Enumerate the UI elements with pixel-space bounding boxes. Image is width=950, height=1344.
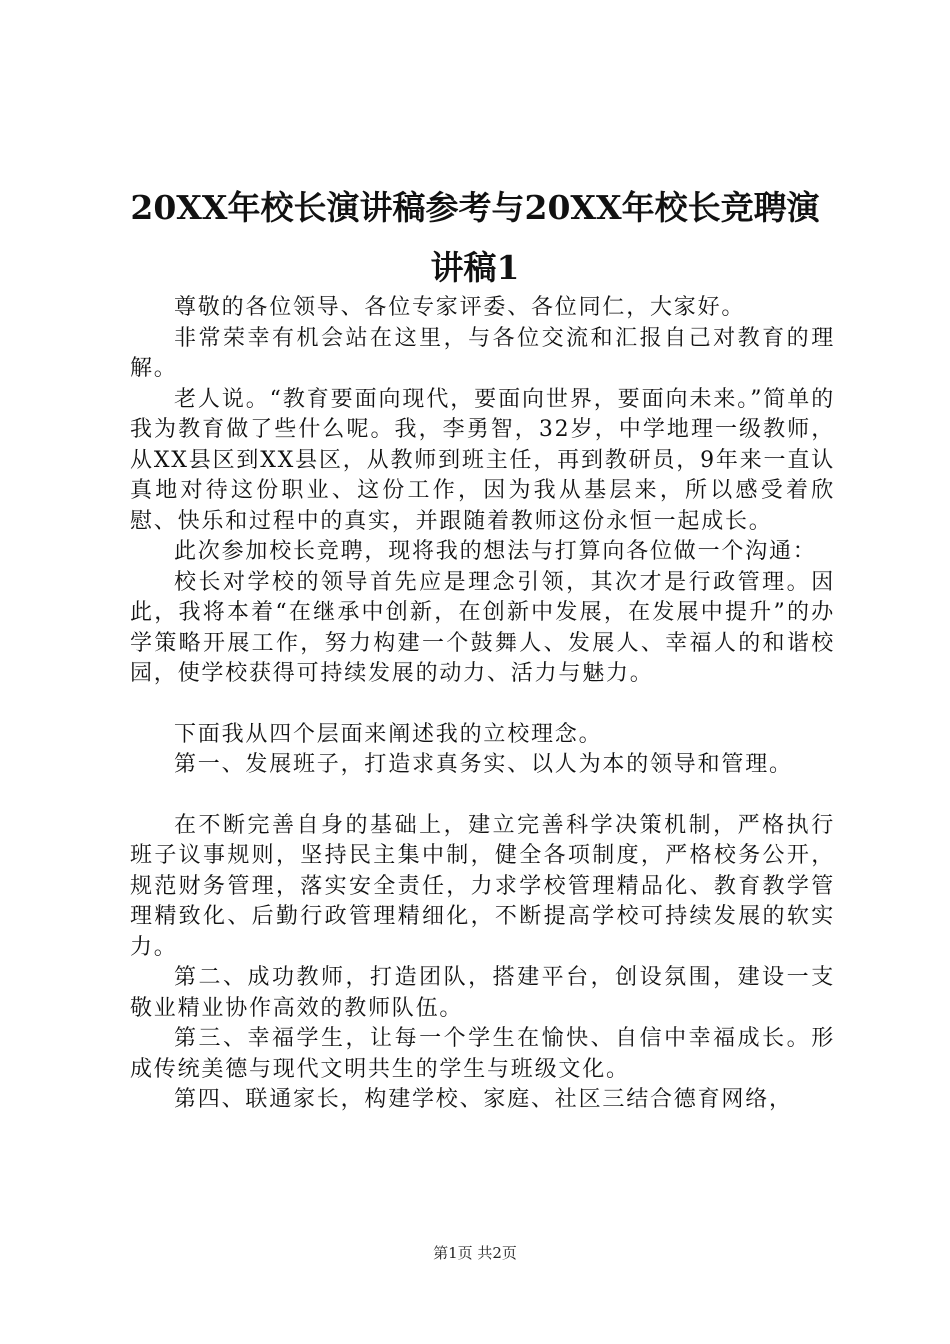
- paragraph-point-one: 第一、发展班子，打造求真务实、以人为本的领导和管理。: [174, 752, 793, 777]
- paragraph-purpose: 此次参加校长竞聘，现将我的想法与打算向各位做一个沟通：: [174, 539, 817, 564]
- paragraph-intro: 非常荣幸有机会站在这里，与各位交流和汇报自己对教育的理解。: [130, 325, 835, 381]
- paragraph-four-levels: 下面我从四个层面来阐述我的立校理念。: [174, 721, 603, 747]
- paragraph-background: 老人说。“教育要面向现代，要面向世界，要面向未来。”简单的我为教育做了些什么呢。我，李勇智，32岁，中学地理一级教师，从XX县区到XX县区，从教师到班主任，再到教研员，9年来一直认真地对待这份职业、这份工作，因为我从基层来，所以感受着欣慰、快乐和过程中的真实，并跟随着教师这份永恒一起成长。: [130, 386, 835, 534]
- document-body: [130, 293, 835, 1116]
- document-title: [100, 178, 850, 298]
- paragraph-management: 在不断完善自身的基础上，建立完善科学决策机制，严格执行班子议事规则，坚持民主集中制，健全各项制度，严格校务公开，规范财务管理，落实安全责任，力求学校管理精品化、教育教学管理精致化、后勤行政管理精细化，不断提高学校可持续发展的软实力。: [130, 812, 835, 960]
- paragraph-point-four: 第四、联通家长，构建学校、家庭、社区三结合德育网络，: [174, 1087, 793, 1112]
- page-number: 第1页 共2页: [433, 1244, 517, 1262]
- paragraph-point-three: 第三、幸福学生，让每一个学生在愉快、自信中幸福成长。形成传统美德与现代文明共生的学生与班级文化。: [130, 1026, 835, 1082]
- page-footer: [0, 1243, 950, 1263]
- paragraph-philosophy: 校长对学校的领导首先应是理念引领，其次才是行政管理。因此，我将本着“在继承中创新，在创新中发展，在发展中提升”的办学策略开展工作，努力构建一个鼓舞人、发展人、幸福人的和谐校园，使学校获得可持续发展的动力、活力与魅力。: [130, 569, 835, 686]
- paragraph-greeting: 尊敬的各位领导、各位专家评委、各位同仁，大家好。: [174, 295, 746, 320]
- title-line-2: 讲稿1: [430, 248, 520, 287]
- paragraph-point-two: 第二、成功教师，打造团队，搭建平台，创设氛围，建设一支敬业精业协作高效的教师队伍。: [130, 965, 835, 1021]
- title-line-1: 20XX年校长演讲稿参考与20XX年校长竞聘演: [130, 188, 820, 227]
